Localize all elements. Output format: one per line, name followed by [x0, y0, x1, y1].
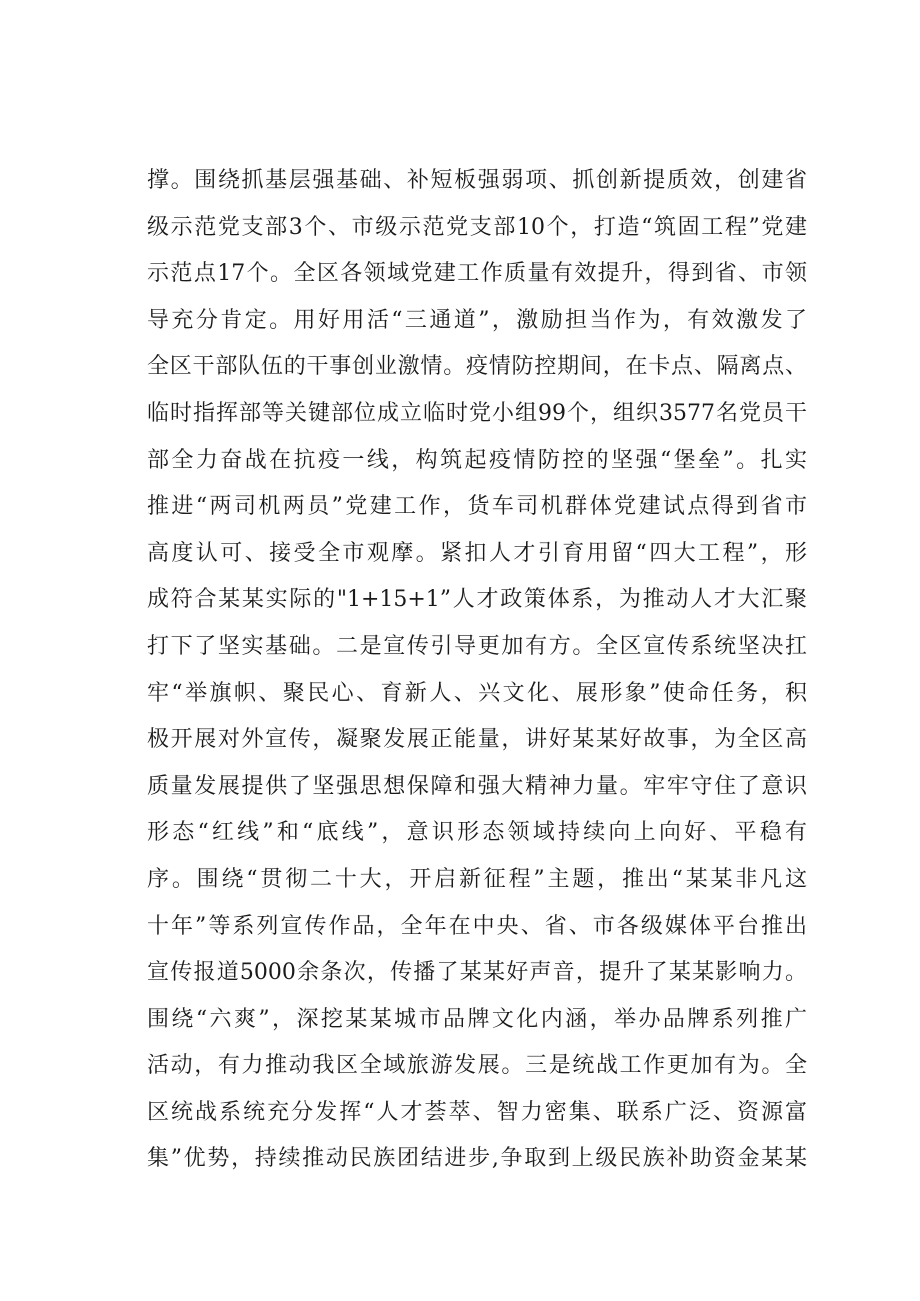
- text-line: 围绕“六爽”，深挖某某城市品牌文化内涵，举办品牌系列推广: [147, 1006, 807, 1032]
- text-line: 序。围绕“贯彻二十大，开启新征程”主题，推出“某某非凡这: [147, 866, 807, 892]
- body-paragraph: [147, 158, 807, 1183]
- text-line: 极开展对外宣传，凝聚发展正能量，讲好某某好故事，为全区高: [147, 727, 807, 753]
- text-line: 活动，有力推动我区全域旅游发展。三是统战工作更加有为。全: [147, 1053, 807, 1079]
- text-line: 十年”等系列宣传作品，全年在中央、省、市各级媒体平台推出: [147, 913, 807, 939]
- text-line: 质量发展提供了坚强思想保障和强大精神力量。牢牢守住了意识: [147, 773, 807, 799]
- text-line: 成符合某某实际的"1+15+1”人才政策体系，为推动人才大汇聚: [147, 587, 807, 613]
- text-line: 打下了坚实基础。二是宣传引导更加有方。全区宣传系统坚决扛: [147, 633, 807, 659]
- text-line: 推进“两司机两员”党建工作，货车司机群体党建试点得到省市: [147, 494, 807, 520]
- text-line: 撑。围绕抓基层强基础、补短板强弱项、抓创新提质效，创建省: [147, 168, 807, 193]
- text-line: 临时指挥部等关键部位成立临时党小组99个，组织3577名党员干: [147, 400, 807, 426]
- text-line: 集”优势，持续推动民族团结进步,争取到上级民族补助资金某某: [147, 1146, 807, 1172]
- text-line: 级示范党支部3个、市级示范党支部10个，打造“筑固工程”党建: [147, 214, 807, 240]
- text-line: 导充分肯定。用好用活“三通道”，激励担当作为，有效激发了: [147, 307, 807, 333]
- text-line: 部全力奋战在抗疫一线，构筑起疫情防控的坚强“堡垒”。扎实: [147, 447, 807, 473]
- text-line: 宣传报道5000余条次，传播了某某好声音，提升了某某影响力。: [147, 960, 807, 986]
- text-line: 高度认可、接受全市观摩。紧扣人才引育用留“四大工程”，形: [147, 540, 807, 566]
- text-line: 牢“举旗帜、聚民心、育新人、兴文化、展形象”使命任务，积: [147, 680, 807, 706]
- text-line: 示范点17个。全区各领域党建工作质量有效提升，得到省、市领: [147, 261, 807, 287]
- text-line: 区统战系统充分发挥“人才荟萃、智力密集、联系广泛、资源富: [147, 1099, 807, 1125]
- text-line: 全区干部队伍的干事创业激情。疫情防控期间，在卡点、隔离点、: [147, 354, 807, 380]
- text-line: 形态“红线”和“底线”，意识形态领域持续向上向好、平稳有: [147, 820, 807, 846]
